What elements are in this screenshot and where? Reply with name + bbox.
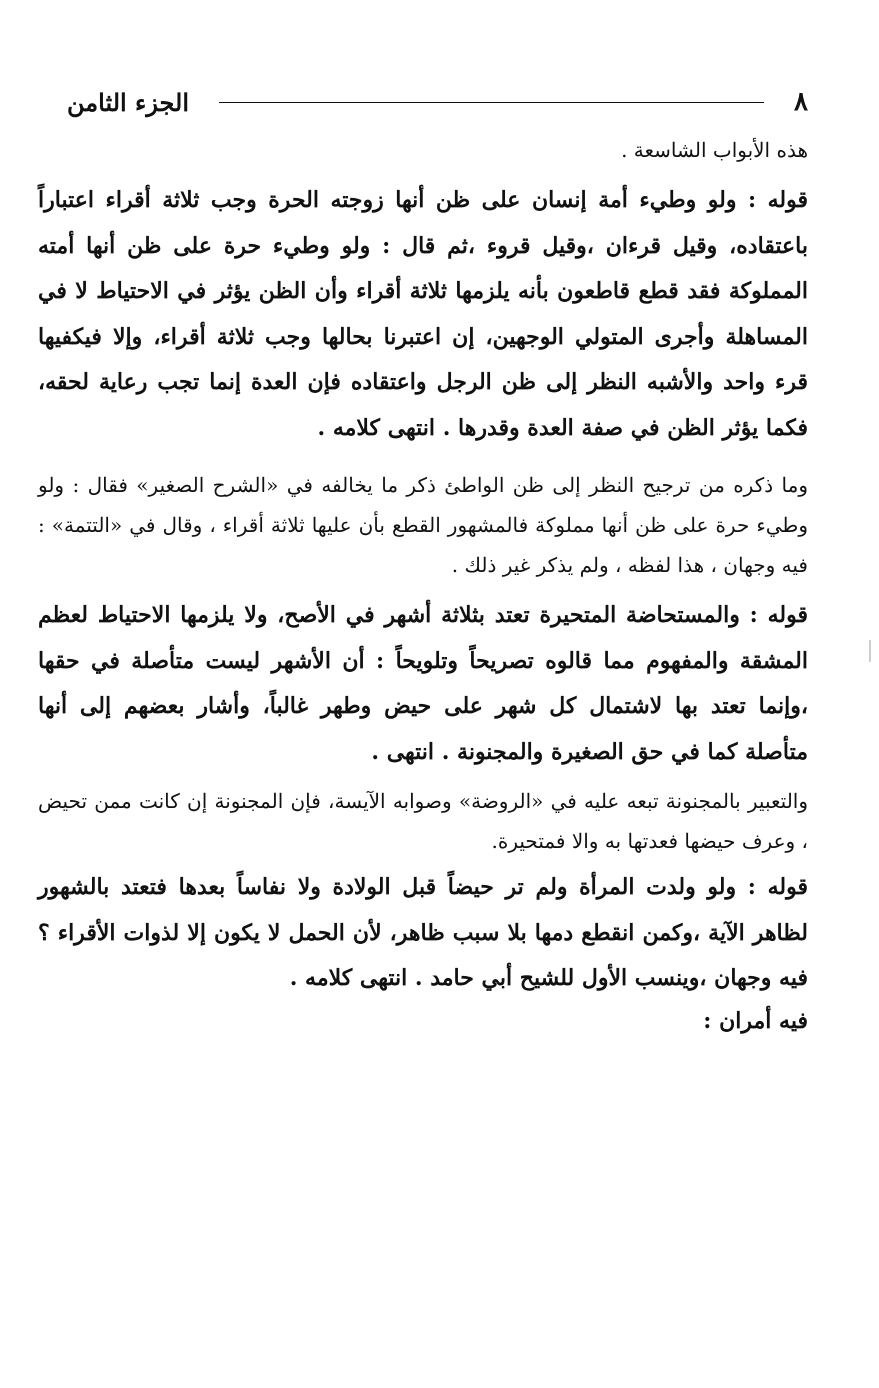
page-header xyxy=(38,80,808,124)
commentary-paragraph: وما ذكره من ترجيح النظر إلى ظن الواطئ ذكر ما يخالفه في «الشرح الصغير» فقال : ولو وطيء حرة على ظن أنها مملوكة فالمشهور القطع بأن عليها ثلاثة أقراء ، وقال في «التتمة» : فيه وجهان ، هذا لفظه ، ولم يذكر غير ذلك . xyxy=(38,473,808,577)
section-heading: فيه أمران : xyxy=(703,1007,808,1034)
page-number: ٨ xyxy=(794,87,808,117)
quoted-paragraph: قوله : ولو وطيء أمة إنسان على ظن أنها زوجته الحرة وجب ثلاثة أقراء اعتباراً باعتقاده، وقيل قرءان ،وقيل قروء ،ثم قال : ولو وطيء حرة على ظن أنها أمته المملوكة فقد قطع قاطعون بأنه يلزمها ثلاثة أقراء وأن الظن يؤثر في الاحتياط لا في المساهلة وأجرى المتولي الوجهين، إن اعتبرنا بحالها وجب ثلاثة أقراء، وإلا فيكفيها قرء واحد والأشبه النظر إلى ظن الرجل واعتقاده فإن العدة إنما تجب رعاية لحقه، فكما يؤثر الظن في صفة العدة وقدرها . انتهى كلامه . xyxy=(38,187,808,441)
paragraph: هذه الأبواب الشاسعة . xyxy=(621,138,808,162)
document-page xyxy=(38,80,808,1034)
margin-mark xyxy=(869,640,871,662)
part-title: الجزء الثامن xyxy=(67,87,190,117)
commentary-paragraph: والتعبير بالمجنونة تبعه عليه في «الروضة» وصوابه الآيسة، فإن المجنونة إن كانت ممن تحيض ، وعرف حيضها فعدتها به والا فمتحيرة. xyxy=(38,789,808,853)
header-rule xyxy=(219,102,764,103)
quoted-paragraph: قوله : والمستحاضة المتحيرة تعتد بثلاثة أشهر في الأصح، ولا يلزمها الاحتياط لعظم المشقة والمفهوم مما قالوه تصريحاً وتلويحاً : أن الأشهر ليست متأصلة في حقها ،وإنما تعتد بها لاشتمال كل شهر على حيض وطهر غالباً، وأشار بعضهم إلى أنها متأصلة كما في حق الصغيرة والمجنونة . انتهى . xyxy=(38,602,808,765)
quoted-paragraph: قوله : ولو ولدت المرأة ولم تر حيضاً قبل الولادة ولا نفاساً بعدها فتعتد بالشهور لظاهر الآية ،وكمن انقطع دمها بلا سبب ظاهر، لأن الحمل لا يكون إلا لذوات الأقراء ؟ فيه وجهان ،وينسب الأول للشيح أبي حامد . انتهى كلامه . xyxy=(38,874,808,991)
